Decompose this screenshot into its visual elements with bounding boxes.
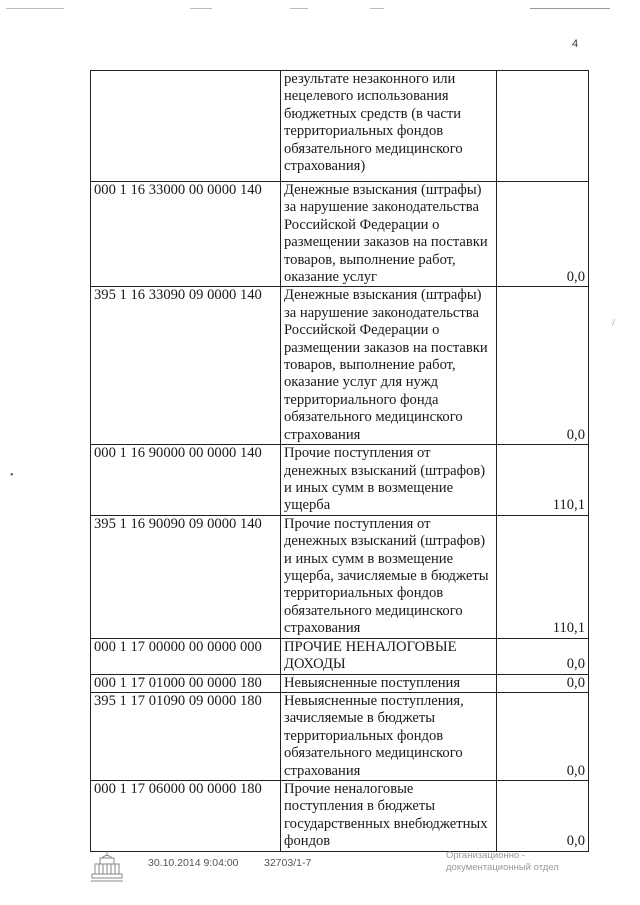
- row-amount-cell: 110,1: [497, 445, 589, 516]
- row-code-cell: 000 1 16 90000 00 0000 140: [91, 445, 281, 516]
- row-amount-cell: 0,0: [497, 674, 589, 692]
- table-row: [91, 445, 589, 516]
- row-amount-cell: 110,1: [497, 515, 589, 638]
- row-code-cell: 000 1 17 01000 00 0000 180: [91, 674, 281, 692]
- table-row: [91, 515, 589, 638]
- scan-top-marks: [0, 5, 640, 13]
- row-name-cell: результате незаконного или нецелевого использования бюджетных средств (в части территориальных фондов обязательного медицинского страхования): [281, 71, 497, 182]
- table-row: [91, 638, 589, 674]
- building-seal-icon: [90, 848, 124, 884]
- row-amount-cell: 0,0: [497, 781, 589, 852]
- row-name-cell: Невыясненные поступления: [281, 674, 497, 692]
- row-name-cell: ПРОЧИЕ НЕНАЛОГОВЫЕ ДОХОДЫ: [281, 638, 497, 674]
- revenue-table: [90, 70, 589, 852]
- table-row: [91, 781, 589, 852]
- row-amount-cell: 0,0: [497, 692, 589, 780]
- row-code-cell: 000 1 17 00000 00 0000 000: [91, 638, 281, 674]
- page-number: 4: [572, 38, 579, 50]
- document-footer: [0, 848, 640, 893]
- scan-mark: /: [612, 318, 615, 329]
- row-amount-cell: 0,0: [497, 182, 589, 287]
- table-row: [91, 287, 589, 445]
- row-amount-cell: 0,0: [497, 287, 589, 445]
- row-name-cell: Прочие поступления от денежных взысканий (штрафов) и иных сумм в возмещение ущерба: [281, 445, 497, 516]
- row-code-cell: 395 1 16 33090 09 0000 140: [91, 287, 281, 445]
- table-row: [91, 182, 589, 287]
- row-name-cell: Прочие поступления от денежных взысканий (штрафов) и иных сумм в возмещение ущерба, зачисляемые в бюджеты территориальных фондов обязательного медицинского страхования: [281, 515, 497, 638]
- row-name-cell: Невыясненные поступления, зачисляемые в бюджеты территориальных фондов обязательного медицинского страхования: [281, 692, 497, 780]
- table-row: [91, 674, 589, 692]
- stamp-line-1: Организационно -: [446, 850, 526, 861]
- table-row: [91, 71, 589, 182]
- row-code-cell: 395 1 16 90090 09 0000 140: [91, 515, 281, 638]
- row-name-cell: Прочие неналоговые поступления в бюджеты государственных внебюджетных фондов: [281, 781, 497, 852]
- footer-timestamp: 30.10.2014 9:04:00: [148, 857, 239, 869]
- scan-speck: •: [10, 470, 14, 481]
- row-amount-cell: [497, 71, 589, 182]
- row-code-cell: 395 1 17 01090 09 0000 180: [91, 692, 281, 780]
- department-stamp: [446, 850, 566, 874]
- row-name-cell: Денежные взыскания (штрафы) за нарушение законодательства Российской Федерации о размещении заказов на поставки товаров, выполнение работ, оказание услуг: [281, 182, 497, 287]
- row-amount-cell: 0,0: [497, 638, 589, 674]
- row-code-cell: 000 1 17 06000 00 0000 180: [91, 781, 281, 852]
- row-code-cell: 000 1 16 33000 00 0000 140: [91, 182, 281, 287]
- row-name-cell: Денежные взыскания (штрафы) за нарушение законодательства Российской Федерации о размещении заказов на поставки товаров, выполнение работ, оказание услуг для нужд территориального фонда обязательного медицинского страхования: [281, 287, 497, 445]
- table-row: [91, 692, 589, 780]
- stamp-line-2: документационный отдел: [446, 862, 559, 873]
- footer-doc-number: 32703/1-7: [264, 857, 312, 869]
- row-code-cell: [91, 71, 281, 182]
